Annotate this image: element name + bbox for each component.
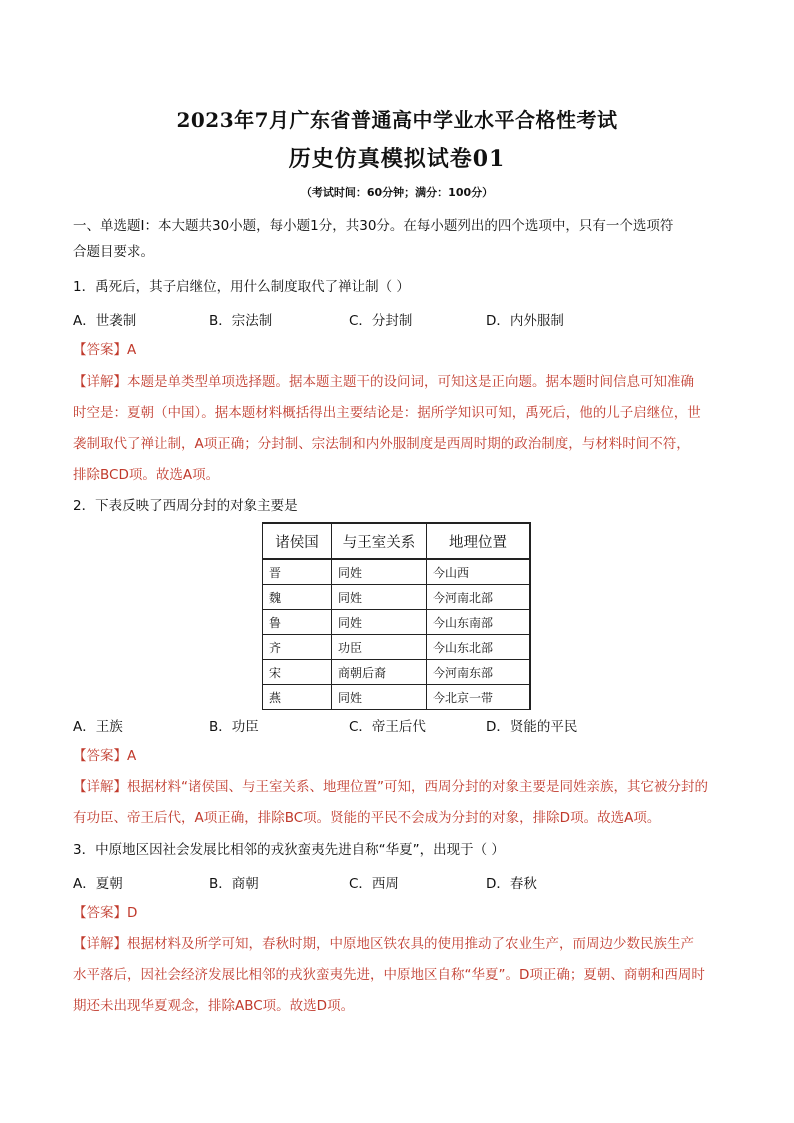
table-cell: 同姓 (332, 685, 427, 710)
table-row (263, 685, 531, 710)
q1-options (73, 309, 723, 329)
table-row (263, 610, 531, 635)
answer-value: D (127, 905, 138, 921)
answer-value: A (127, 342, 137, 358)
table-header-cell: 诸侯国 (263, 523, 332, 559)
answer-label: 【答案】 (73, 748, 127, 764)
q1-detail-line4: 排除BCD项。故选A项。 (73, 467, 220, 483)
answer-value: A (127, 748, 137, 764)
table-cell: 同姓 (332, 559, 427, 585)
table-cell: 今北京一带 (427, 685, 531, 710)
q3-options (73, 872, 723, 892)
detail-text: 本题是单类型单项选择题。据本题主题干的设问词，可知这是正向题。据本题时间信息可知准确 (127, 374, 694, 390)
table-cell: 商朝后裔 (332, 660, 427, 685)
table-cell: 功臣 (332, 635, 427, 660)
detail-label: 【详解】 (73, 374, 127, 390)
q2-options (73, 715, 723, 735)
q2-detail-line1 (73, 777, 723, 797)
q2-detail-line2: 有功臣、帝王后代，A项正确，排除BC项。贤能的平民不会成为分封的对象，排除D项。故选A项。 (73, 810, 661, 826)
table-header-cell: 地理位置 (427, 523, 531, 559)
table-cell: 魏 (263, 585, 332, 610)
section-instructions-line2: 合题目要求。 (73, 244, 154, 260)
table-cell: 宋 (263, 660, 332, 685)
q1-detail-line3: 袭制取代了禅让制，A项正确；分封制、宗法制和内外服制度是西周时期的政治制度，与材料时间不符， (73, 436, 690, 452)
table-cell: 鲁 (263, 610, 332, 635)
q3-detail-line3: 期还未出现华夏观念，排除ABC项。故选D项。 (73, 998, 355, 1014)
q1-answer (73, 340, 723, 360)
q3-option-b: B．商朝 (209, 876, 259, 892)
q2-stem: 2．下表反映了西周分封的对象主要是 (73, 498, 298, 514)
q3-option-d: D．春秋 (486, 876, 537, 892)
table-cell: 同姓 (332, 610, 427, 635)
table-cell: 今山东南部 (427, 610, 531, 635)
q3-detail-line1 (73, 934, 723, 954)
section-instructions-line1: 一、单选题Ⅰ：本大题共30小题，每小题1分，共30分。在每小题列出的四个选项中，只有一个选项符 (73, 218, 674, 234)
q1-detail-line1 (73, 372, 723, 392)
table-row (263, 585, 531, 610)
table-row (263, 559, 531, 585)
q2-option-d: D．贤能的平民 (486, 719, 578, 735)
q2-option-a: A．王族 (73, 719, 123, 735)
exam-info: （考试时间：60分钟；满分：100分） (300, 186, 494, 199)
detail-label: 【详解】 (73, 936, 127, 952)
q3-option-a: A．夏朝 (73, 876, 123, 892)
exam-title: 2023年7月广东省普通高中学业水平合格性考试 (176, 108, 618, 132)
table-cell: 今山东北部 (427, 635, 531, 660)
table-cell: 今山西 (427, 559, 531, 585)
q3-answer (73, 903, 723, 923)
q3-option-c: C．西周 (349, 876, 399, 892)
q1-option-a: A．世袭制 (73, 313, 137, 329)
q1-stem: 1．禹死后，其子启继位，用什么制度取代了禅让制（ ） (73, 279, 410, 295)
table-cell: 今河南东部 (427, 660, 531, 685)
detail-text: 根据材料及所学可知，春秋时期，中原地区铁农具的使用推动了农业生产，而周边少数民族生产 (127, 936, 694, 952)
detail-label: 【详解】 (73, 779, 127, 795)
answer-label: 【答案】 (73, 342, 127, 358)
q1-option-c: C．分封制 (349, 313, 413, 329)
table-cell: 同姓 (332, 585, 427, 610)
table-row (263, 635, 531, 660)
table-cell: 晋 (263, 559, 332, 585)
q3-detail-line2: 水平落后，因社会经济发展比相邻的戎狄蛮夷先进，中原地区自称“华夏”。D项正确；夏朝、商朝和西周时 (73, 967, 705, 983)
table-header-row (263, 523, 531, 559)
table-row (263, 660, 531, 685)
detail-text: 根据材料“诸侯国、与王室关系、地理位置”可知，西周分封的对象主要是同姓亲族，其它被分封的 (127, 779, 708, 795)
q2-table (262, 522, 531, 710)
q2-option-b: B．功臣 (209, 719, 259, 735)
table-cell: 齐 (263, 635, 332, 660)
table-header-cell: 与王室关系 (332, 523, 427, 559)
q1-option-b: B．宗法制 (209, 313, 273, 329)
q3-stem: 3．中原地区因社会发展比相邻的戎狄蛮夷先进自称“华夏”，出现于（ ） (73, 842, 505, 858)
exam-subtitle: 历史仿真模拟试卷01 (288, 146, 506, 172)
q1-option-d: D．内外服制 (486, 313, 564, 329)
table-cell: 燕 (263, 685, 332, 710)
q2-option-c: C．帝王后代 (349, 719, 426, 735)
q1-detail-line2: 时空是：夏朝（中国）。据本题材料概括得出主要结论是：据所学知识可知，禹死后，他的儿子启继位，世 (73, 405, 701, 421)
table-cell: 今河南北部 (427, 585, 531, 610)
answer-label: 【答案】 (73, 905, 127, 921)
q2-answer (73, 746, 723, 766)
